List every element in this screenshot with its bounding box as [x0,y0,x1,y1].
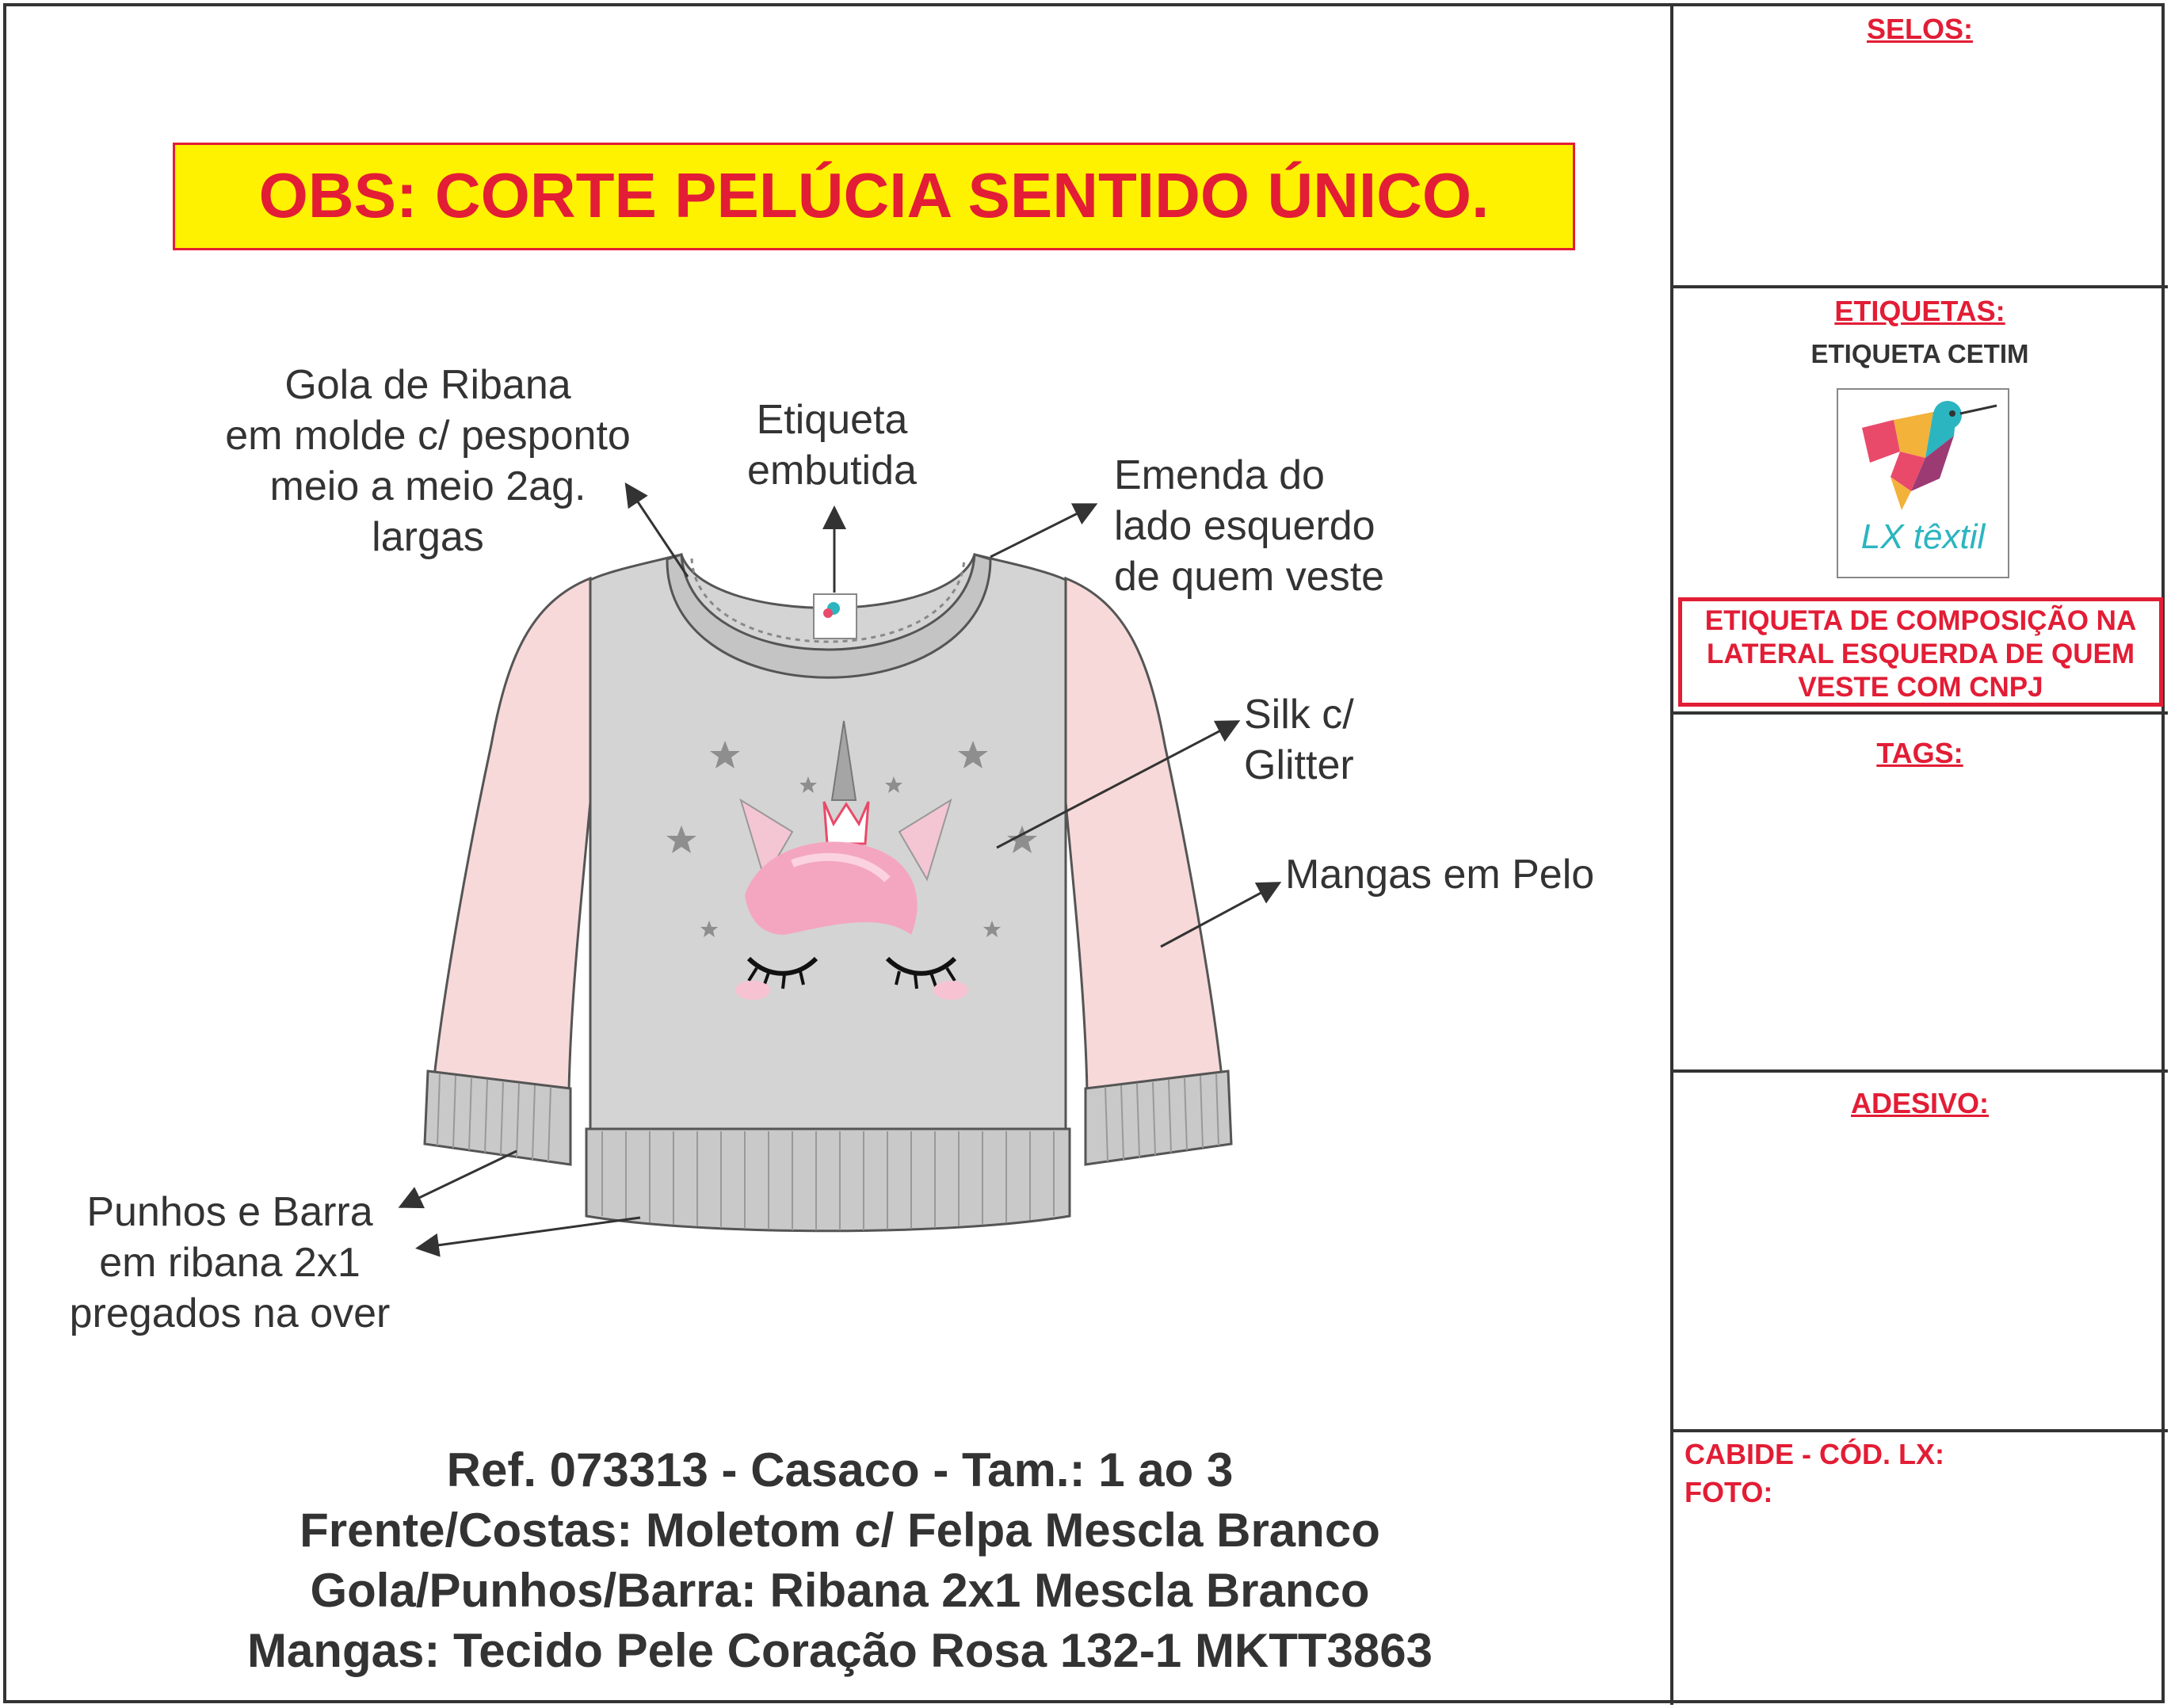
foto-label: FOTO: [1685,1476,1773,1508]
hem-band [586,1129,1070,1231]
note-punhos [40,1187,420,1339]
note-line: Punhos e Barra [86,1189,373,1235]
composicao-label-box [1678,597,2163,707]
product-specs [63,1440,1616,1681]
panel-separator [1672,711,2168,715]
spec-line: Mangas: Tecido Pele Coração Rosa 132-1 MKTT3863 [246,1624,1433,1677]
spec-line: Gola/Punhos/Barra: Ribana 2x1 Mescla Branco [310,1564,1370,1617]
adesivo-title: ADESIVO: [1850,1087,1990,1119]
note-emenda [1114,450,1384,602]
tags-title: TAGS: [1876,737,1963,769]
spec-line: Frente/Costas: Moletom c/ Felpa Mescla Branco [300,1504,1380,1557]
spec-line: Ref. 073313 - Casaco - Tam.: 1 ao 3 [446,1443,1234,1496]
selos-title: SELOS: [1866,13,1973,45]
embedded-label [814,594,857,639]
panel-separator [1672,1069,2168,1073]
obs-banner: OBS: CORTE PELÚCIA SENTIDO ÚNICO. [173,143,1575,250]
note-etiqueta [697,395,967,496]
logo-text: LX têxtil [1860,517,1986,556]
lx-textil-label [1837,388,2009,578]
panel-divider [1670,3,1673,1705]
note-line: pregados na over [69,1291,391,1336]
note-gola [174,360,681,562]
note-line: em ribana 2x1 [99,1240,361,1286]
cabide-foto-block [1685,1435,1944,1512]
note-line: embutida [747,448,917,494]
note-mangas: Mangas em Pelo [1285,852,1595,898]
note-line: Glitter [1244,742,1354,788]
panel-separator [1672,285,2168,288]
note-line: lado esquerdo [1114,503,1375,549]
note-line: em molde c/ pesponto [225,413,631,459]
hummingbird-icon [1838,390,2008,577]
panel-separator [1672,1429,2168,1432]
composicao-line: VESTE COM CNPJ [1798,672,2043,703]
note-line: largas [372,514,484,560]
composicao-line: ETIQUETA DE COMPOSIÇÃO NA [1704,605,2137,636]
etiqueta-type: ETIQUETA CETIM [1810,339,2029,368]
note-line: Emenda do [1114,452,1325,498]
note-line: Etiqueta [756,397,908,443]
note-silk [1244,689,1354,791]
left-sleeve [434,578,594,1093]
cabide-label: CABIDE - CÓD. LX: [1685,1438,1944,1470]
note-line: de quem veste [1114,554,1385,600]
note-line: meio a meio 2ag. [269,463,586,509]
etiquetas-title: ETIQUETAS: [1834,295,2005,327]
right-sleeve [1062,578,1222,1093]
note-line: Silk c/ [1244,692,1354,738]
note-line: Gola de Ribana [284,362,571,408]
composicao-line: LATERAL ESQUERDA DE QUEM [1707,639,2135,669]
